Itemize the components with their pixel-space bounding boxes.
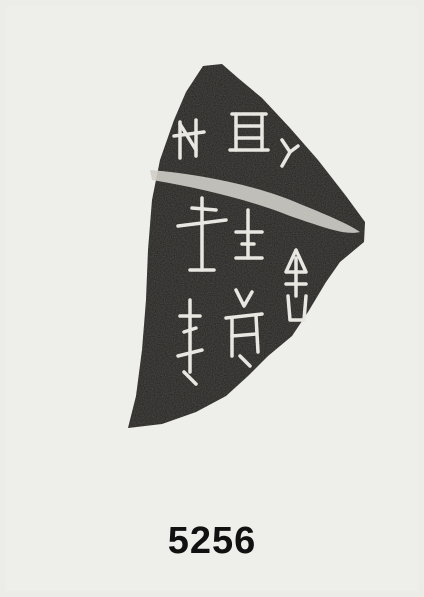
plate-catalog-number: 5256: [167, 520, 257, 562]
